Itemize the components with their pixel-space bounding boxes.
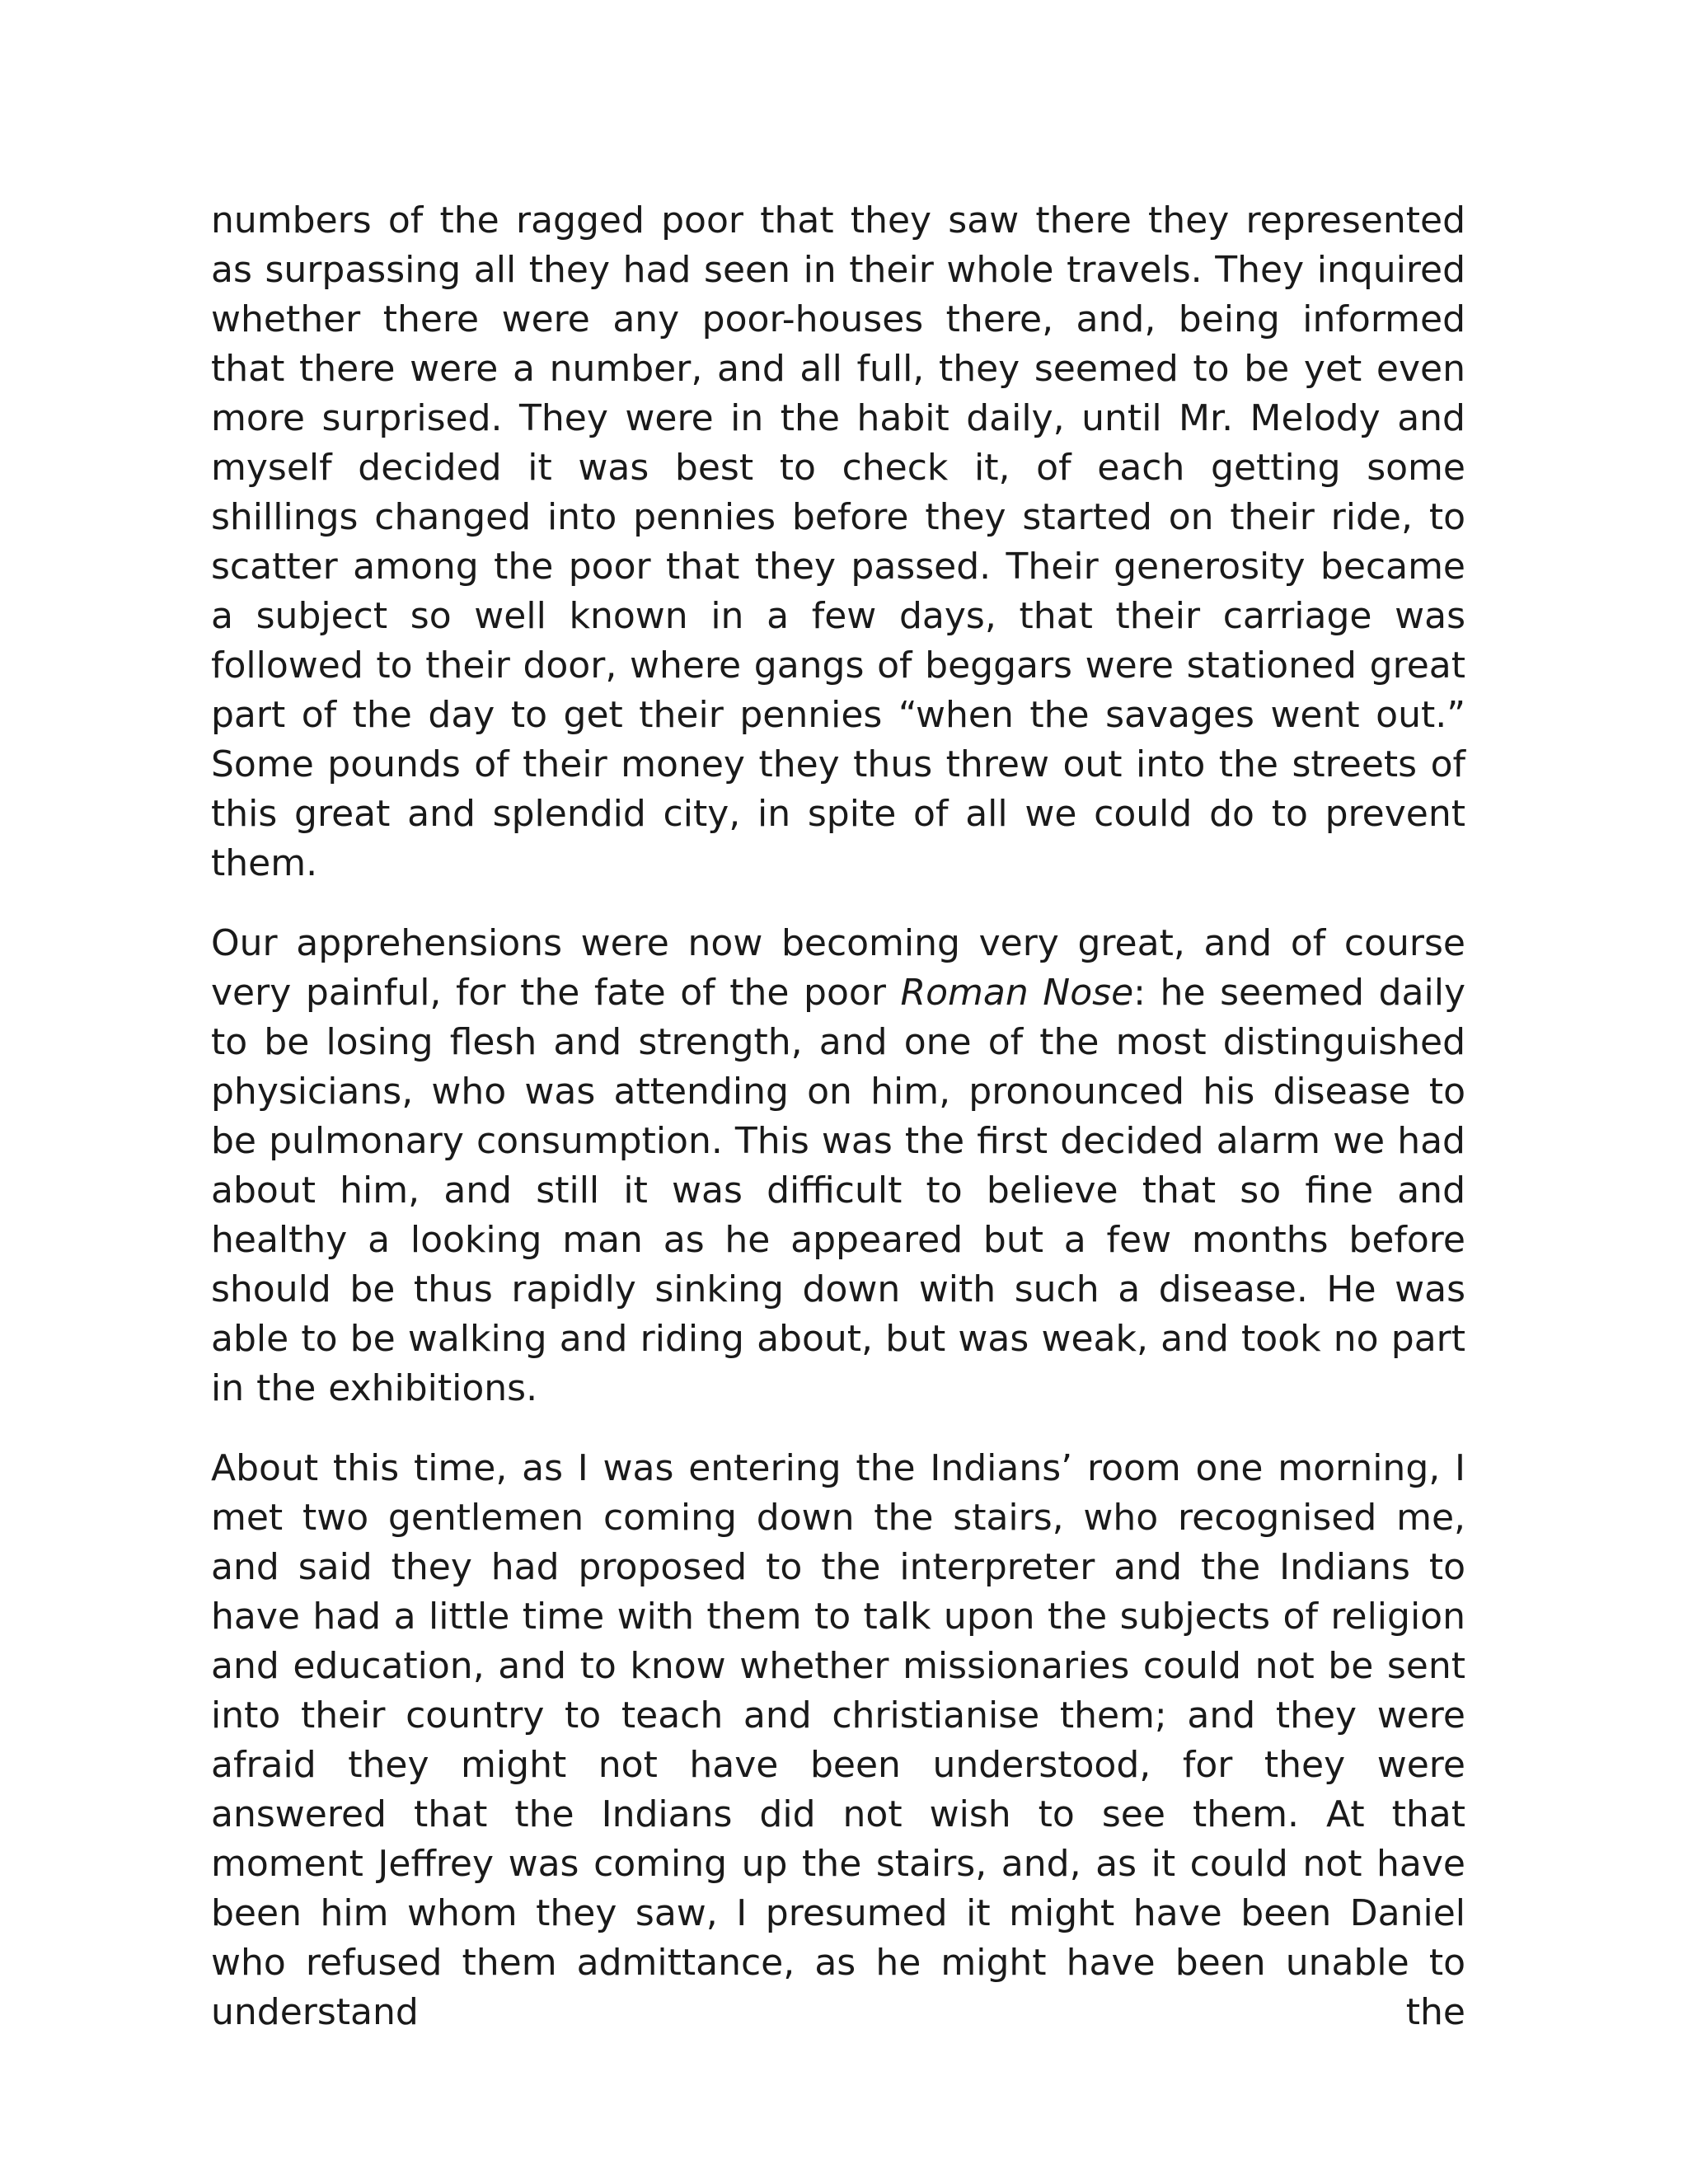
paragraph-2-start: Our apprehensions were now becoming very great, and of course very painful, for the fate of the poor (211, 922, 1465, 1014)
roman-nose-name: Roman Nose (900, 972, 1134, 1014)
paragraph-2 (211, 919, 1465, 1413)
body-text (211, 196, 1465, 2037)
paragraph-3: About this time, as I was entering the Indians’ room one morning, I met two gentlemen coming down the stairs, who recognised me, and said they had proposed to the interpreter and the Indians to have had a little time with them to talk upon the subjects of religion and education, and to know whether missionaries could not be sent into their country to teach and christianise them; and they were afraid they might not have been understood, for they were answered that the Indians did not wish to see them. At that moment Jeffrey was coming up the stairs, and, as it could not have been him whom they saw, I presumed it might have been Daniel who refused them admittance, as he might have been unable to understand the (211, 1447, 1465, 2033)
paragraph-2-end: : he seemed daily to be losing flesh and strength, and one of the most distinguished physicians, who was attending on him, pronounced his disease to be pulmonary consumption. This was the first decided alarm we had about him, and still it was difficult to believe that so fine and healthy a looking man as he appeared but a few months before should be thus rapidly sinking down with such a disease. He was able to be walking and riding about, but was weak, and took no part in the exhibitions. (211, 972, 1465, 1409)
paragraph-1: numbers of the ragged poor that they saw there they represented as surpassing all they had seen in their whole travels. They inquired whether there were any poor-houses there, and, being informed that there were a number, and all full, they seemed to be yet even more surprised. They were in the habit daily, until Mr. Melody and myself decided it was best to check it, of each getting some shillings changed into pennies before they started on their ride, to scatter among the poor that they passed. Their generosity became a subject so well known in a few days, that their carriage was followed to their door, where gangs of beggars were stationed great part of the day to get their pennies “when the savages went out.” Some pounds of their money they thus threw out into the streets of this great and splendid city, in spite of all we could do to prevent them. (211, 199, 1465, 884)
